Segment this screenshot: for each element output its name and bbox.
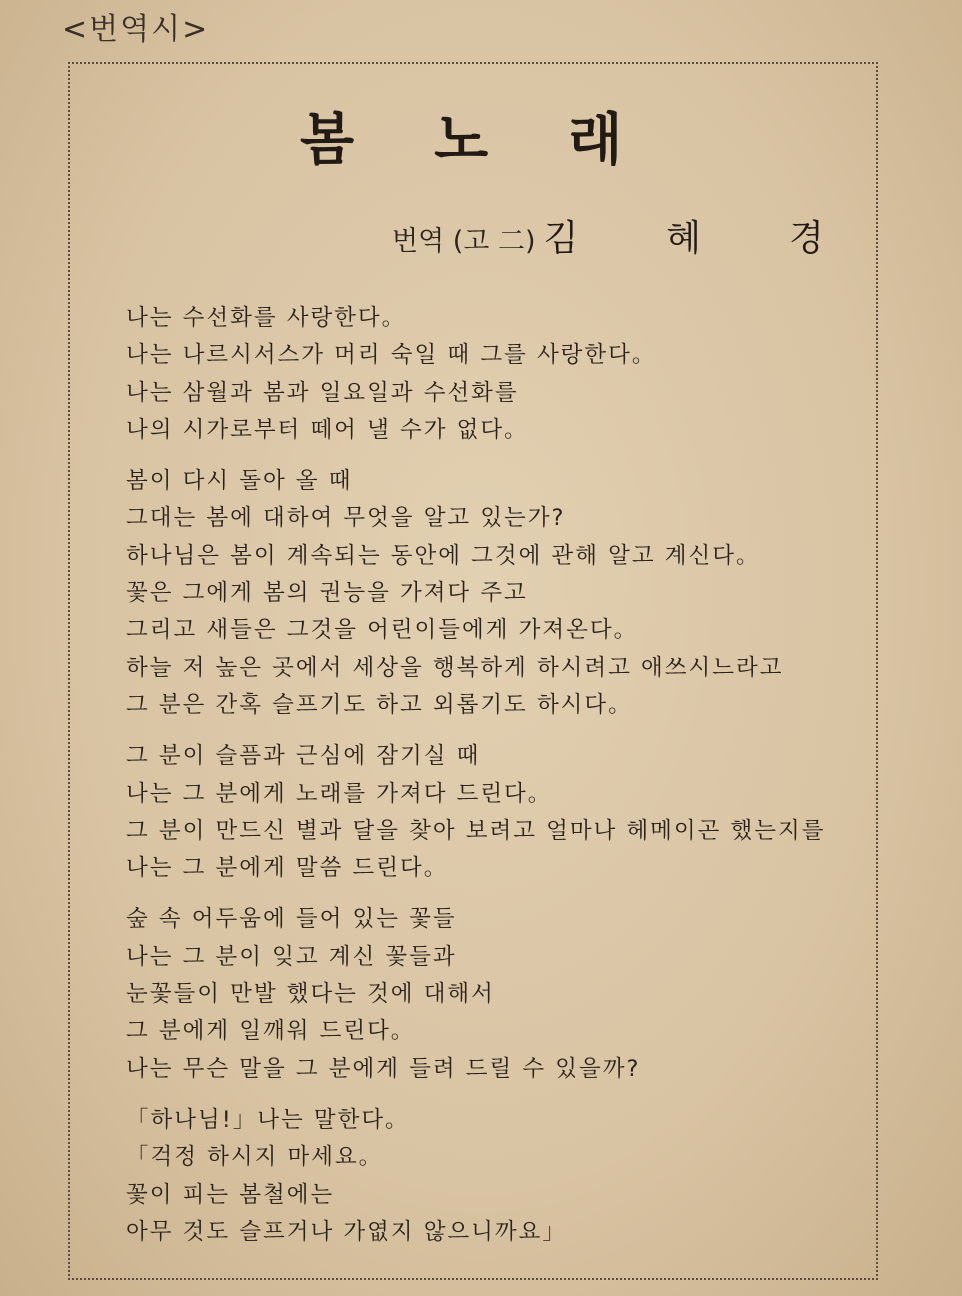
poem-line: 봄이 다시 돌아 올 때	[126, 468, 353, 495]
byline	[392, 210, 912, 261]
poem-line: 그 분은 간혹 슬프기도 하고 외롭기도 하시다。	[126, 691, 633, 718]
poem-line: 나는 그 분에게 노래를 가져다 드린다。	[126, 780, 553, 807]
stanza	[126, 901, 856, 1087]
poem-line: 숲 속 어두움에 들어 있는 꽃들	[126, 906, 457, 933]
poem-line: 하늘 저 높은 곳에서 세상을 행복하게 하시려고 애쓰시느라고	[126, 654, 784, 681]
poem-line: 아무 것도 슬프거나 가엾지 않으니까요」	[126, 1218, 567, 1245]
poem-title: 봄노래	[300, 108, 703, 173]
poem-line: 나는 그 분에게 말씀 드린다。	[126, 855, 449, 882]
poem-line: 꽃이 피는 봄철에는	[126, 1181, 335, 1208]
translator-label: 번역 (고 二)	[392, 226, 536, 257]
poem-line: 그리고 새들은 그것을 어린이들에게 가져온다。	[126, 617, 639, 644]
poem-body	[126, 300, 856, 1251]
stanza	[126, 463, 856, 724]
translator-name: 김혜경	[543, 218, 912, 259]
poem-line: 「하나님!」나는 말한다。	[126, 1106, 410, 1133]
poem-line: 눈꽃들이 만발 했다는 것에 대해서	[126, 981, 495, 1008]
poem-line: 나는 무슨 말을 그 분에게 들려 드릴 수 있을까?	[126, 1055, 641, 1082]
poem-line: 그 분이 만드신 별과 달을 찾아 보려고 얼마나 헤메이곤 했는지를	[126, 817, 826, 844]
section-label: <번역시>	[62, 12, 210, 47]
poem-line: 하나님은 봄이 계속되는 동안에 그것에 관해 알고 계신다。	[126, 542, 761, 569]
stanza	[126, 1102, 856, 1251]
poem-line: 그 분에게 일깨워 드린다。	[126, 1018, 416, 1045]
poem-line: 그 분이 슬픔과 근심에 잠기실 때	[126, 743, 481, 770]
poem-line: 나는 나르시서스가 머리 숙일 때 그를 사랑한다。	[126, 342, 657, 369]
stanza	[126, 738, 856, 887]
poem-line: 그대는 봄에 대하여 무엇을 알고 있는가?	[126, 505, 566, 532]
poem-line: 꽃은 그에게 봄의 권능을 가져다 주고	[126, 580, 528, 607]
poem-line: 나는 삼월과 봄과 일요일과 수선화를	[126, 379, 519, 406]
poem-line: 나는 그 분이 잊고 계신 꽃들과	[126, 943, 457, 970]
poem-line: 「걱정 하시지 마세요。	[126, 1144, 384, 1171]
poem-line: 나의 시가로부터 떼어 낼 수가 없다。	[126, 416, 529, 443]
stanza	[126, 300, 856, 449]
poem-line: 나는 수선화를 사랑한다。	[126, 305, 407, 331]
